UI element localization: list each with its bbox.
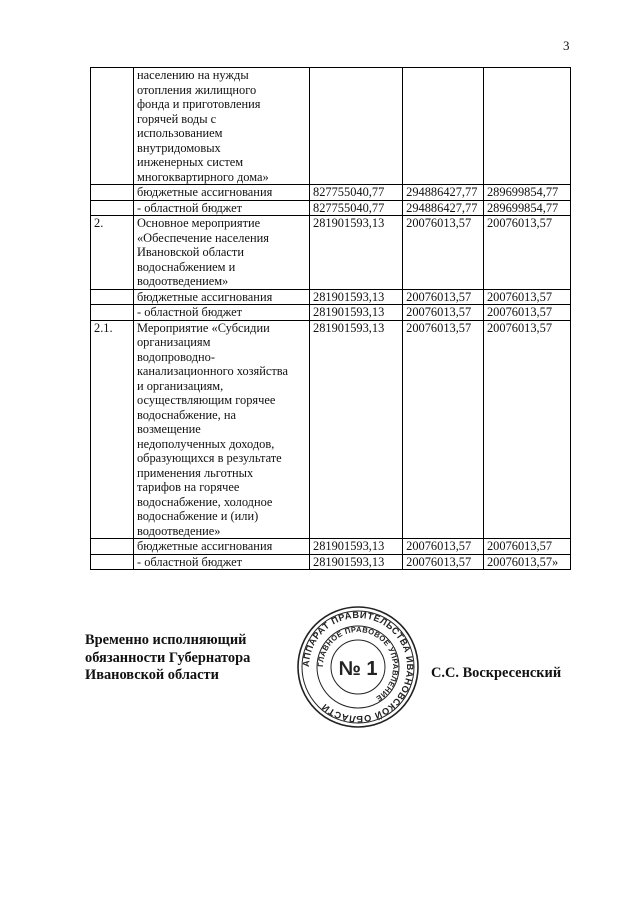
row-number [91,200,134,216]
table-row [91,539,571,555]
value-cell [483,68,570,185]
value-cell [403,68,484,185]
row-number [91,539,134,555]
value-cell: 20076013,57 [403,289,484,305]
value-cell: 294886427,77 [403,200,484,216]
value-cell: 827755040,77 [310,200,403,216]
row-number [91,289,134,305]
value-cell: 281901593,13 [310,539,403,555]
row-description: бюджетные ассигнования [136,185,273,199]
value-cell: 20076013,57 [403,216,484,290]
value-cell: 281901593,13 [310,289,403,305]
value-cell: 827755040,77 [310,185,403,201]
value-cell: 289699854,77 [483,200,570,216]
table-row [91,320,571,539]
value-cell: 281901593,13 [310,305,403,321]
table-row [91,289,571,305]
row-description: - областной бюджет [136,200,243,215]
table-row [91,216,571,290]
value-cell [310,68,403,185]
official-seal [296,605,420,729]
row-number [91,305,134,321]
row-description: Основное мероприятие «Обеспечение населения Ивановской области водоснабжением и водоотведением» [136,216,269,288]
signatory-name: С.С. Воскресенский [431,665,562,681]
value-cell: 20076013,57 [403,305,484,321]
table-row [91,68,571,185]
row-number [91,554,134,570]
row-description: - областной бюджет [136,554,243,569]
budget-table [90,67,571,570]
row-number [91,185,134,201]
value-cell: 294886427,77 [403,185,484,201]
value-cell: 20076013,57 [483,539,570,555]
seal-ring-text: АППАРАТ ПРАВИТЕЛЬСТВА ИВАНОВСКОЙ ОБЛАСТИ [300,609,416,725]
value-cell: 289699854,77 [483,185,570,201]
seal-number: № 1 [338,658,378,680]
seal-inner-text: ГЛАВНОЕ ПРАВОВОЕ УПРАВЛЕНИЕ [315,624,401,704]
value-cell: 281901593,13 [310,216,403,290]
value-cell: 281901593,13 [310,320,403,539]
value-cell: 20076013,57 [483,320,570,539]
row-description: бюджетные ассигнования [136,289,273,304]
value-cell: 20076013,57» [483,554,570,570]
row-description: населению на нужды отопления жилищного фонда и приготовления горячей воды с использованием внутридомовых инженерных систем многоквартирного дома» [136,68,269,184]
row-description: бюджетные ассигнования [136,539,273,553]
value-cell: 20076013,57 [483,305,570,321]
value-cell: 20076013,57 [403,539,484,555]
value-cell: 281901593,13 [310,554,403,570]
table-row [91,200,571,216]
signatory-title: Временно исполняющий обязанности Губернатора Ивановской области [85,632,251,683]
value-cell: 20076013,57 [483,216,570,290]
value-cell: 20076013,57 [403,320,484,539]
value-cell: 20076013,57 [483,289,570,305]
value-cell: 20076013,57 [403,554,484,570]
row-description: Мероприятие «Субсидии организациям водопроводно- канализационного хозяйства и организациям, осуществляющим горячее водоснабжение, на возмещение недополученных доходов, образующихся в результате применения льготных тарифов на горячее водоснабжение, холодное водоснабжение и (или) водоотведение» [136,320,288,538]
row-number [91,68,134,185]
table-row [91,185,571,201]
table-row [91,554,571,570]
row-number: 2. [91,216,134,290]
row-number: 2.1. [91,320,134,539]
page-number: 3 [563,38,570,53]
row-description: - областной бюджет [136,305,243,319]
table-row [91,305,571,321]
